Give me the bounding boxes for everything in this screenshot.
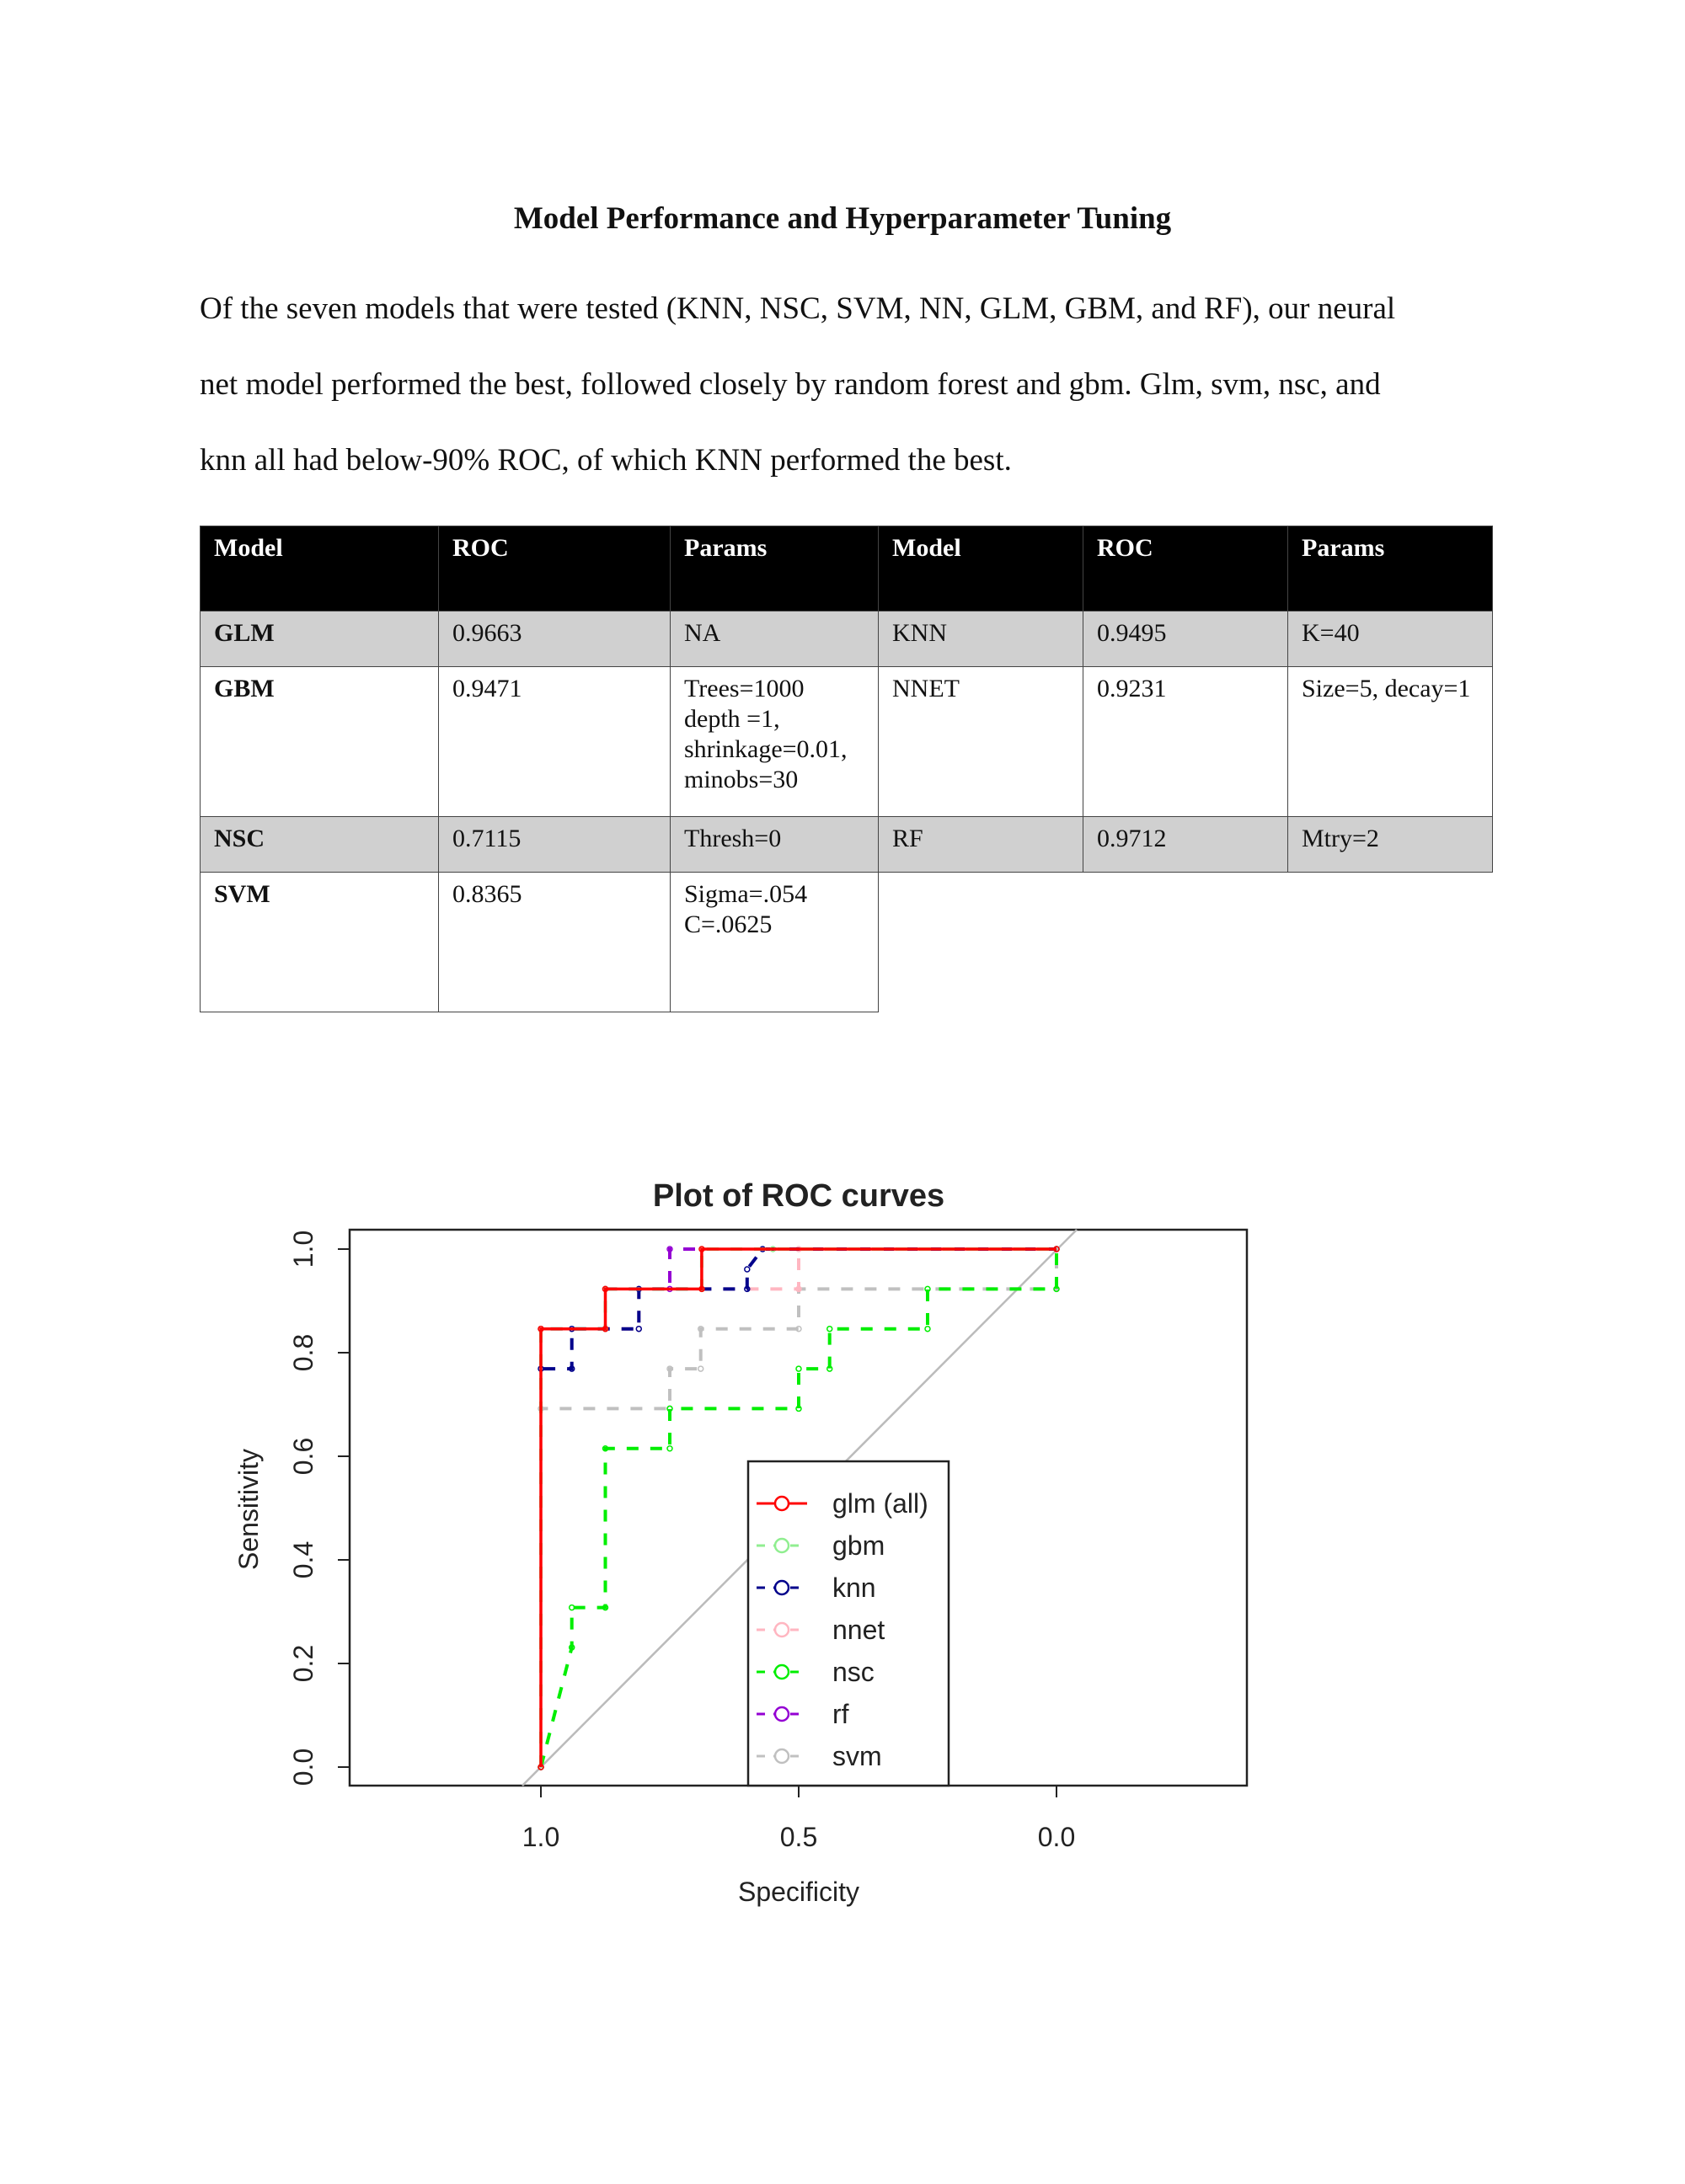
params-value: Mtry=2 <box>1288 817 1493 873</box>
x-tick-label: 0.5 <box>779 1822 818 1852</box>
roc-point <box>698 1366 703 1371</box>
params-value: Trees=1000 depth =1, shrinkage=0.01, minobs=30 <box>671 667 879 817</box>
roc-value: 0.9663 <box>439 611 671 667</box>
paragraph-line-2: net model performed the best, followed closely by random forest and gbm. Glm, svm, nsc, and <box>200 367 1381 402</box>
y-axis-label: Sensitivity <box>233 1448 264 1571</box>
roc-point <box>827 1327 832 1332</box>
y-tick-label: 0.4 <box>288 1541 318 1579</box>
roc-point <box>925 1327 930 1332</box>
params-value: Size=5, decay=1 <box>1288 667 1493 817</box>
model-name: RF <box>879 817 1083 873</box>
header-params: Params <box>671 526 879 611</box>
roc-point <box>745 1267 750 1272</box>
roc-value: 0.7115 <box>439 817 671 873</box>
model-name: NNET <box>879 667 1083 817</box>
roc-point <box>667 1446 672 1451</box>
legend-label: knn <box>832 1573 876 1603</box>
legend-swatch-marker <box>775 1497 789 1510</box>
model-name: KNN <box>879 611 1083 667</box>
params-value: K=40 <box>1288 611 1493 667</box>
roc-point <box>796 1366 801 1371</box>
x-tick-label: 1.0 <box>522 1822 560 1852</box>
section-heading: Model Performance and Hyperparameter Tuning <box>513 201 1172 236</box>
paragraph-line-3: knn all had below-90% ROC, of which KNN performed the best. <box>200 443 1012 478</box>
legend-label: nnet <box>832 1615 885 1645</box>
y-tick-label: 0.8 <box>288 1333 318 1372</box>
x-tick-label: 0.0 <box>1037 1822 1076 1852</box>
roc-value: 0.9231 <box>1083 667 1288 817</box>
params-value: Sigma=.054 C=.0625 <box>671 873 879 1012</box>
roc-value: 0.9495 <box>1083 611 1288 667</box>
roc-value: 0.9471 <box>439 667 671 817</box>
legend-label: glm (all) <box>832 1488 928 1519</box>
params-value: Thresh=0 <box>671 817 879 873</box>
paragraph-line-1: Of the seven models that were tested (KNN, NSC, SVM, NN, GLM, GBM, and RF), our neural <box>200 291 1396 326</box>
roc-value: 0.9712 <box>1083 817 1288 873</box>
legend-label: svm <box>832 1741 882 1771</box>
legend-label: gbm <box>832 1530 885 1561</box>
model-name: NSC <box>201 817 439 873</box>
chart-title: Plot of ROC curves <box>652 1178 945 1214</box>
model-name: SVM <box>201 873 439 1012</box>
legend-label: nsc <box>832 1657 875 1687</box>
roc-value: 0.8365 <box>439 873 671 1012</box>
legend-swatch-marker <box>775 1665 789 1679</box>
legend-swatch-marker <box>775 1581 789 1594</box>
legend-swatch-marker <box>775 1623 789 1637</box>
legend-label: rf <box>832 1699 849 1729</box>
legend-swatch-marker <box>775 1749 789 1763</box>
y-tick-label: 0.6 <box>288 1437 318 1476</box>
x-axis-label: Specificity <box>737 1877 860 1907</box>
header-model: Model <box>201 526 439 611</box>
legend-swatch-marker <box>775 1539 789 1552</box>
params-value: NA <box>671 611 879 667</box>
roc-point <box>636 1327 641 1332</box>
y-tick-label: 0.0 <box>288 1748 318 1786</box>
model-name: GBM <box>201 667 439 817</box>
header-params: Params <box>1288 526 1493 611</box>
header-roc: ROC <box>439 526 671 611</box>
model-name: GLM <box>201 611 439 667</box>
header-roc: ROC <box>1083 526 1288 611</box>
legend-swatch-marker <box>775 1707 789 1721</box>
header-model: Model <box>879 526 1083 611</box>
y-tick-label: 0.2 <box>288 1644 318 1683</box>
y-tick-label: 1.0 <box>288 1230 318 1268</box>
